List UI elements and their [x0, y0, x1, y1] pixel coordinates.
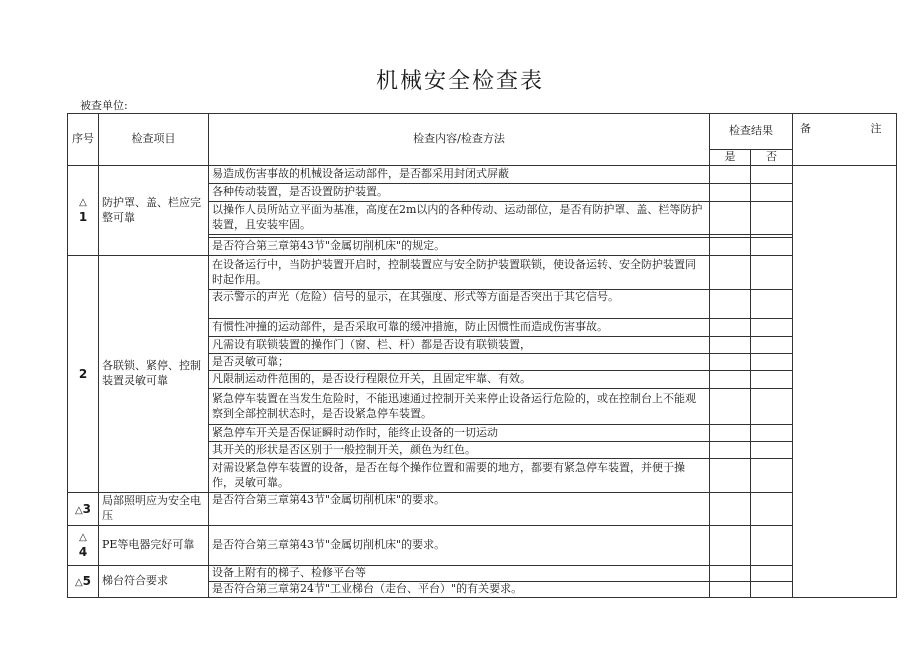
result-yes-cell[interactable] — [710, 371, 751, 389]
result-no-cell[interactable] — [751, 493, 793, 526]
check-content: 易造成伤害事故的机械设备运动部件，是否都采用封闭式屏蔽 — [209, 166, 710, 184]
header-content: 检查内容/检查方法 — [209, 114, 710, 166]
result-no-cell[interactable] — [751, 256, 793, 290]
group-item: PE等电器完好可靠 — [99, 526, 209, 566]
result-yes-cell[interactable] — [710, 354, 751, 371]
result-yes-cell[interactable] — [710, 389, 751, 425]
result-yes-cell[interactable] — [710, 202, 751, 235]
result-yes-cell[interactable] — [710, 337, 751, 354]
table-row — [68, 566, 897, 582]
header-no-result: 否 — [751, 150, 793, 166]
result-yes-cell[interactable] — [710, 526, 751, 566]
check-content: 各种传动装置，是否设置防护装置。 — [209, 184, 710, 202]
result-no-cell[interactable] — [751, 238, 793, 256]
critical-mark: △ — [79, 531, 87, 543]
remark-char-2: 注 — [870, 122, 882, 135]
check-content: 在设备运行中，当防护装置开启时，控制装置应与安全防护装置联锁，使设备运转、安全防护装置同时起作用。 — [209, 256, 710, 290]
result-yes-cell[interactable] — [710, 166, 751, 184]
result-yes-cell[interactable] — [710, 290, 751, 319]
check-content: 凡需设有联锁装置的操作门（窗、栏、杆）都是否设有联锁装置， — [209, 337, 710, 354]
check-content: 紧急停车开关是否保证瞬时动作时，能终止设备的一切运动 — [209, 425, 710, 442]
group-number: △3 — [68, 493, 99, 526]
check-content: 以操作人员所站立平面为基准，高度在2m以内的各种传动、运动部位，是否有防护罩、盖、栏等防护装置，且安装牢固。 — [209, 202, 710, 235]
group-item: 各联锁、紧停、控制装置灵敏可靠 — [99, 256, 209, 493]
result-yes-cell[interactable] — [710, 566, 751, 582]
header-result: 检查结果 — [710, 114, 793, 150]
result-yes-cell[interactable] — [710, 184, 751, 202]
group-number: △ 4 — [68, 526, 99, 566]
group-item: 梯台符合要求 — [99, 566, 209, 598]
result-no-cell[interactable] — [751, 337, 793, 354]
remark-char-1: 备 — [800, 122, 811, 135]
group-number: 2 — [68, 256, 99, 493]
group-number: △5 — [68, 566, 99, 598]
result-yes-cell[interactable] — [710, 493, 751, 526]
check-content: 有惯性冲撞的运动部件，是否采取可靠的缓冲措施，防止因惯性而造成伤害事故。 — [209, 319, 710, 337]
checklist-table — [67, 113, 897, 598]
result-no-cell[interactable] — [751, 459, 793, 493]
result-no-cell[interactable] — [751, 166, 793, 184]
inspected-unit-label: 被查单位: — [80, 99, 128, 112]
check-content: 其开关的形状是否区别于一般控制开关，颜色为红色。 — [209, 442, 710, 459]
table-row — [68, 256, 897, 290]
result-no-cell[interactable] — [751, 371, 793, 389]
result-yes-cell[interactable] — [710, 319, 751, 337]
group-number: △ 1 — [68, 166, 99, 256]
critical-mark: △ — [79, 196, 87, 208]
remark-cell[interactable] — [793, 166, 897, 598]
result-no-cell[interactable] — [751, 319, 793, 337]
result-no-cell[interactable] — [751, 184, 793, 202]
check-content: 紧急停车装置在当发生危险时，不能迅速通过控制开关来停止设备运行危险的，或在控制台上不能观察到全部控制状态时，是否设紧急停车装置。 — [209, 389, 710, 425]
result-no-cell[interactable] — [751, 582, 793, 598]
check-content: 是否符合第三章第43节"金属切削机床"的要求。 — [209, 526, 710, 566]
document-title: 机械安全检查表 — [375, 69, 544, 94]
header-item: 检查项目 — [99, 114, 209, 166]
result-no-cell[interactable] — [751, 566, 793, 582]
group-item: 防护罩、盖、栏应完整可靠 — [99, 166, 209, 256]
result-yes-cell[interactable] — [710, 442, 751, 459]
result-no-cell[interactable] — [751, 202, 793, 235]
result-no-cell[interactable] — [751, 526, 793, 566]
result-no-cell[interactable] — [751, 425, 793, 442]
check-content: 凡限制运动件范围的，是否设行程限位开关，且固定牢靠、有效。 — [209, 371, 710, 389]
group-item: 局部照明应为安全电压 — [99, 493, 209, 526]
result-yes-cell[interactable] — [710, 425, 751, 442]
check-content: 表示警示的声光（危险）信号的显示，在其强度、形式等方面是否突出于其它信号。 — [209, 290, 710, 319]
check-content: 是否灵敏可靠； — [209, 354, 710, 371]
table-row — [68, 166, 897, 184]
result-yes-cell[interactable] — [710, 459, 751, 493]
check-content: 是否符合第三章第43节"金属切削机床"的要求。 — [209, 493, 710, 526]
critical-mark: △ — [74, 504, 83, 516]
result-yes-cell[interactable] — [710, 256, 751, 290]
table-row — [68, 493, 897, 526]
result-no-cell[interactable] — [751, 290, 793, 319]
result-yes-cell[interactable] — [710, 238, 751, 256]
check-content: 对需设紧急停车装置的设备，是否在每个操作位置和需要的地方，都要有紧急停车装置，并便于操作，灵敏可靠。 — [209, 459, 710, 493]
critical-mark: △ — [74, 577, 83, 589]
result-yes-cell[interactable] — [710, 582, 751, 598]
result-no-cell[interactable] — [751, 389, 793, 425]
header-no: 序号 — [68, 114, 99, 166]
header-yes: 是 — [710, 150, 751, 166]
result-no-cell[interactable] — [751, 354, 793, 371]
table-row — [68, 526, 897, 566]
result-no-cell[interactable] — [751, 442, 793, 459]
check-content: 是否符合第三章第43节"金属切削机床"的规定。 — [209, 238, 710, 256]
check-content: 是否符合第三章第24节"工业梯台（走台、平台）"的有关要求。 — [209, 582, 710, 598]
header-remark — [793, 114, 897, 166]
header-row — [68, 114, 897, 150]
check-content: 设备上附有的梯子、检修平台等 — [209, 566, 710, 582]
